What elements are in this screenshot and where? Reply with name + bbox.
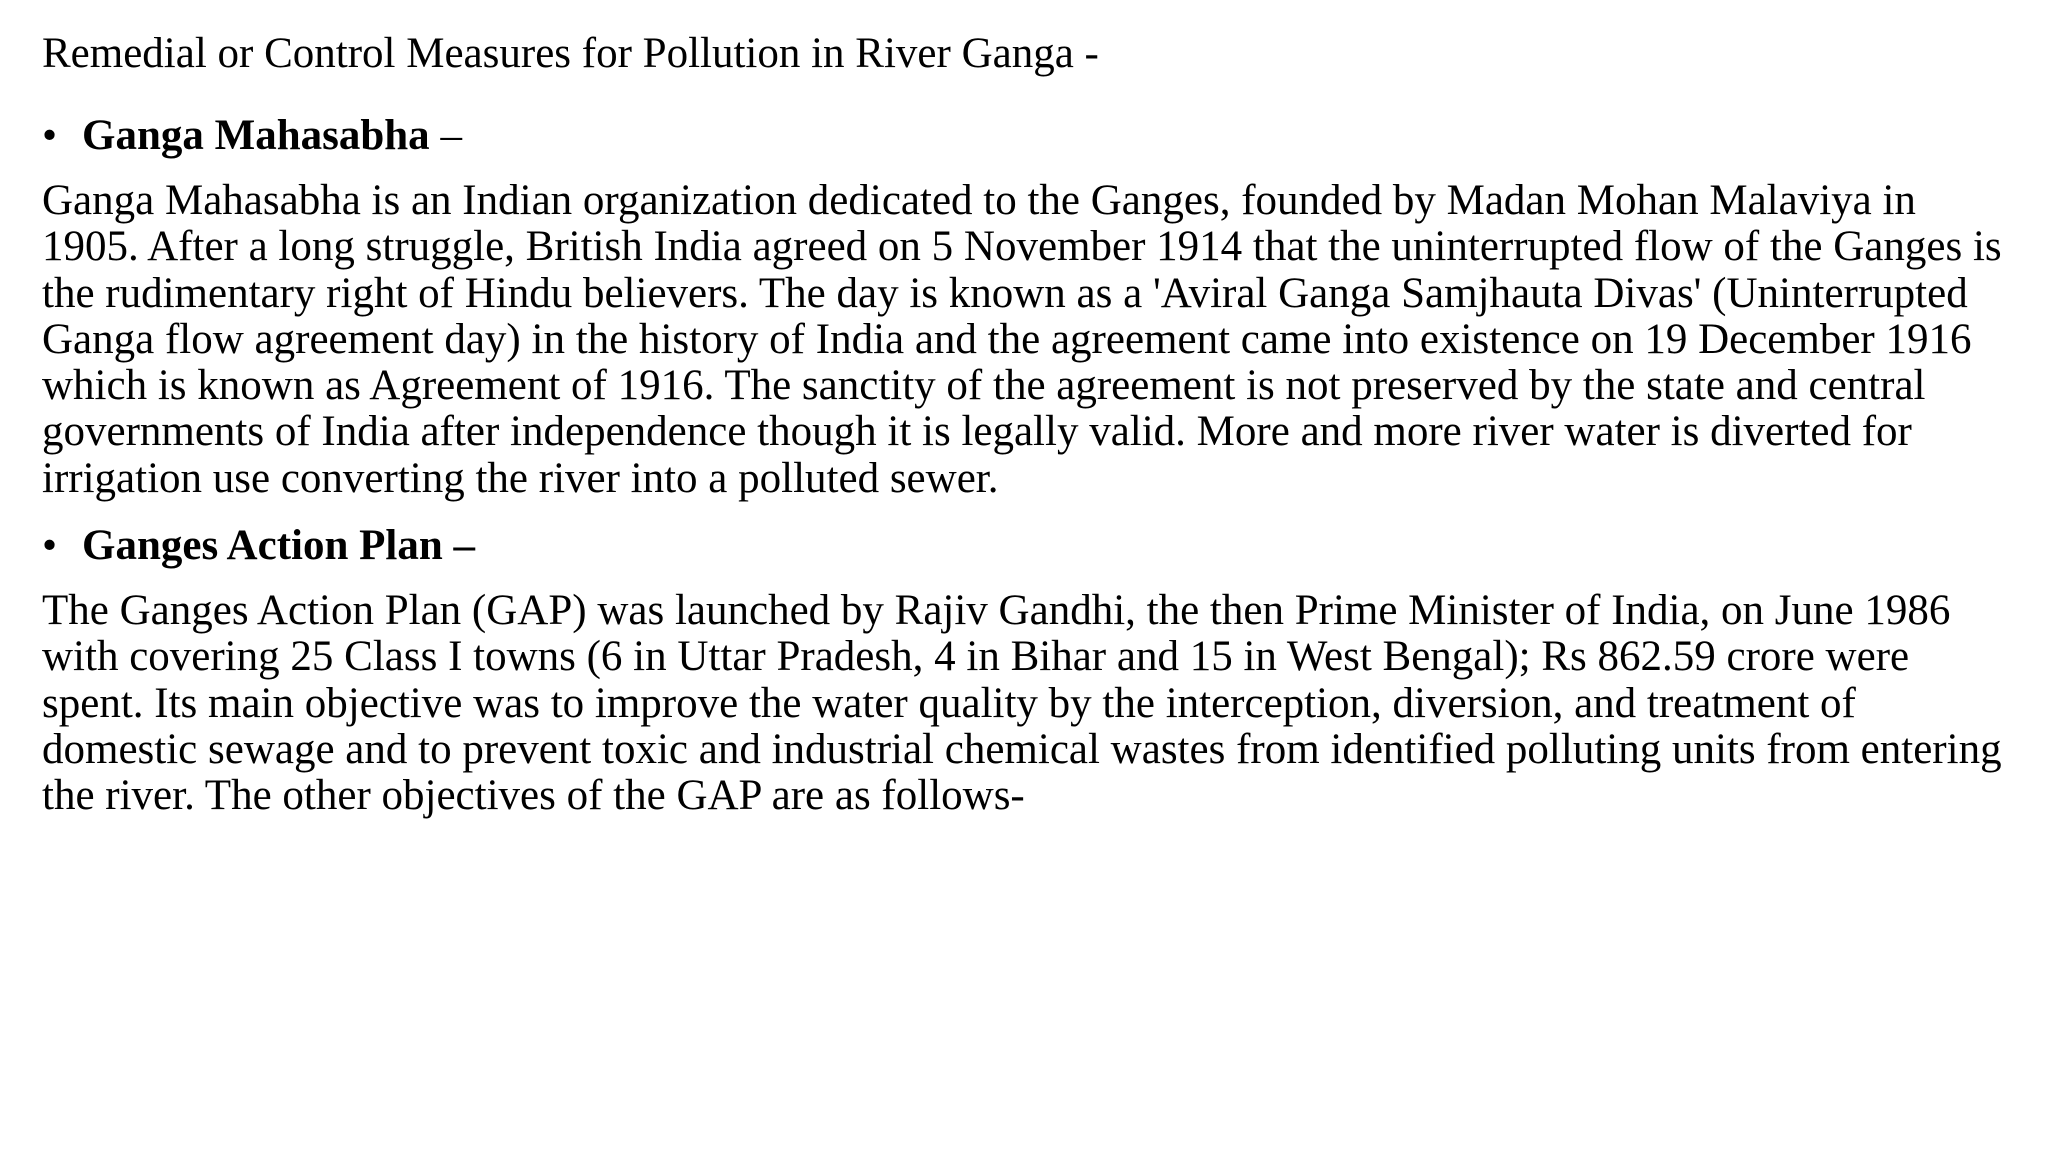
paragraph-line: domestic sewage and to prevent toxic and industrial chemical wastes from identified polluting units from entering [42, 725, 2002, 773]
paragraph-line: with covering 25 Class I towns (6 in Uttar Pradesh, 4 in Bihar and 15 in West Bengal); Rs 862.59 crore were [42, 633, 1910, 681]
section-heading-text: Ganga Mahasabha [82, 112, 430, 159]
paragraph-line: governments of India after independence though it is legally valid. More and more river water is diverted for [42, 408, 1912, 456]
section-heading-text: Ganges Action Plan [82, 522, 443, 570]
paragraph-line: irrigation use converting the river into a polluted sewer. [42, 454, 999, 502]
bullet-icon: • [42, 112, 58, 159]
bullet-icon: • [42, 522, 58, 570]
paragraph-ganges-action-plan [42, 588, 2017, 819]
heading-dash: – [442, 522, 476, 570]
paragraph-line: The Ganges Action Plan (GAP) was launched by Rajiv Gandhi, the then Prime Minister of India, on June 1986 [42, 587, 1951, 635]
paragraph-line: spent. Its main objective was to improve the water quality by the interception, diversion, and treatment of [42, 679, 1856, 727]
page-title: Remedial or Control Measures for Pollution in River Ganga - [42, 30, 1099, 77]
paragraph-ganga-mahasabha [42, 178, 2017, 502]
section-heading-ganga-mahasabha [42, 110, 2017, 162]
paragraph-line: which is known as Agreement of 1916. The sanctity of the agreement is not preserved by the state and central [42, 362, 1926, 410]
paragraph-line: Ganga flow agreement day) in the history of India and the agreement came into existence on 19 December 1916 [42, 315, 1972, 363]
section-heading-ganges-action-plan [42, 520, 2017, 572]
paragraph-line: the river. The other objectives of the GAP are as follows- [42, 772, 1025, 820]
paragraph-line: the rudimentary right of Hindu believers. The day is known as a 'Aviral Ganga Samjhauta Divas' (Uninterrupted [42, 269, 1968, 317]
paragraph-line: Ganga Mahasabha is an Indian organization dedicated to the Ganges, founded by Madan Mohan Malaviya in [42, 177, 1916, 224]
paragraph-line: 1905. After a long struggle, British India agreed on 5 November 1914 that the uninterrupted flow of the Ganges is [42, 223, 2002, 271]
document-body [42, 28, 2017, 838]
heading-dash: – [429, 112, 462, 159]
